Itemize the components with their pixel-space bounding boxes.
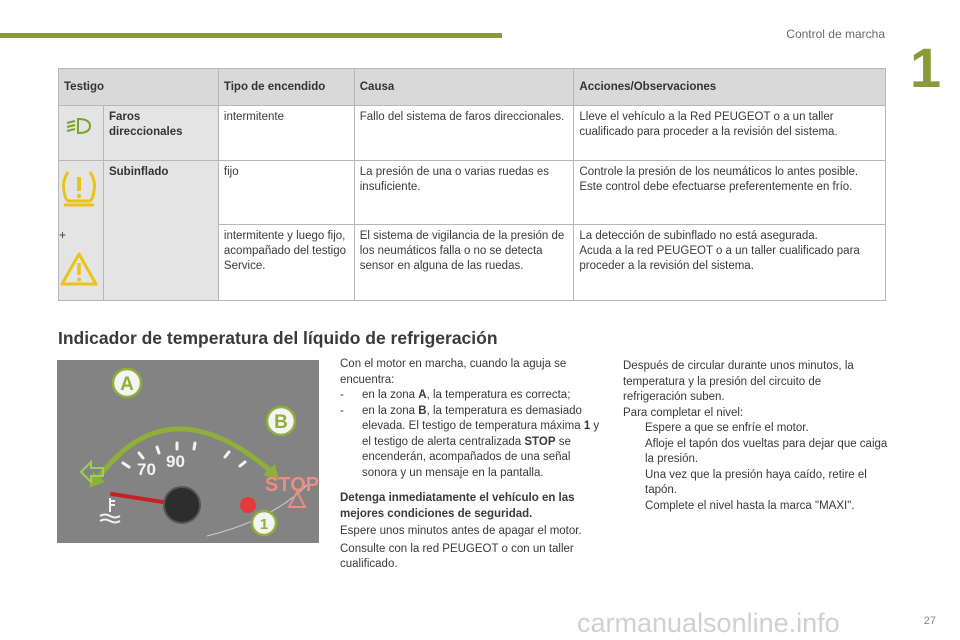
tyre-icons-cell [59, 161, 104, 301]
warning-lights-table [58, 68, 886, 301]
chapter-number: 1 [910, 36, 942, 99]
col-header-causa: Causa [354, 69, 574, 106]
text-column-left [340, 357, 602, 573]
col-header-testigo: Testigo [59, 69, 219, 106]
zone-letter: B [418, 404, 427, 417]
action-line: Acuda a la red PEUGEOT o a un taller cualificado para proceder a la revisión del sistema. [579, 245, 860, 272]
item-text: , la temperatura es correcta; [426, 389, 571, 401]
headlamp-icon-cell [59, 106, 104, 161]
steps-list [623, 421, 888, 514]
light-name: Subinflado [103, 161, 218, 301]
step-text: Una vez que la presión haya caído, retire el tapón. [645, 468, 867, 496]
bold-warning-paragraph: Detenga inmediatamente el vehículo en las mejores condiciones de seguridad. [340, 492, 575, 520]
cell-action [574, 225, 886, 301]
cell-cause: Fallo del sistema de faros direccionales. [354, 106, 574, 161]
body-paragraph: Espere unos minutos antes de apagar el motor. [340, 525, 582, 537]
cell-cause: El sistema de vigilancia de la presión de los neumáticos falla o no se detecta sensor en alguna de las ruedas. [354, 225, 574, 301]
plus-sign: + [59, 228, 67, 242]
table-header-row [59, 69, 886, 106]
cell-type: intermitente y luego fijo, acompañado del testigo Service. [218, 225, 354, 301]
list-item [623, 437, 888, 468]
header-accent-bar [0, 33, 502, 38]
item-text: se encenderán, acompañados de una señal sonora y un mensaje en la pantalla. [362, 435, 571, 479]
gauge-label-90: 90 [166, 452, 185, 471]
list-item [340, 404, 602, 482]
list-item [623, 468, 888, 499]
zone-letter: A [418, 389, 427, 401]
max-temperature-warning-light [240, 497, 256, 513]
stop-word: STOP [524, 435, 556, 448]
item-text: en la zona [362, 389, 419, 401]
zone-a-label: A [120, 374, 134, 395]
intro-paragraph: Después de circular durante unos minutos, la temperatura y la presión del circuito de refrigeración suben. [623, 360, 854, 403]
action-line: La detección de subinflado no está asegurada. [579, 230, 818, 242]
section-heading: Indicador de temperatura del líquido de refrigeración [58, 328, 498, 348]
gauge-label-70: 70 [137, 460, 156, 479]
body-paragraph: Consulte con la red PEUGEOT o con un taller cualificado. [340, 542, 574, 570]
cell-cause: La presión de una o varias ruedas es insuficiente. [354, 161, 574, 225]
gauge-hub [164, 487, 200, 523]
dash-marker: - [340, 389, 344, 401]
zone-b-label: B [274, 412, 288, 433]
item-text: en la zona [362, 404, 419, 417]
cell-action: Lleve el vehículo a la Red PEUGEOT o a un taller cualificado para proceder a la revisión del sistema. [574, 106, 886, 161]
item-text: , la temperatura es demasiado elevada. El testigo de temperatura máxima [362, 404, 584, 432]
cell-type: intermitente [218, 106, 354, 161]
section-title: Control de marcha [786, 27, 885, 41]
action-line: Controle la presión de los neumáticos lo antes posible. [579, 166, 859, 178]
list-item [623, 499, 888, 515]
step-text: Complete el nivel hasta la marca "MAXI". [645, 499, 855, 512]
col-header-tipo: Tipo de encendido [218, 69, 354, 106]
step-text: Espere a que se enfríe el motor. [645, 422, 809, 434]
directional-headlamp-icon [64, 116, 96, 136]
light-name: Faros direccionales [103, 106, 218, 161]
lead-paragraph: Para completar el nivel: [623, 406, 744, 419]
warning-number: 1 [583, 420, 591, 432]
list-item [623, 421, 888, 437]
col-header-acciones: Acciones/Observaciones [574, 69, 886, 106]
tyre-underinflation-icon [59, 169, 99, 211]
temperature-gauge-illustration [57, 360, 319, 543]
watermark: carmanualsonline.info [577, 608, 840, 638]
intro-paragraph: Con el motor en marcha, cuando la aguja se encuentra: [340, 358, 567, 386]
dash-marker: - [340, 404, 344, 417]
text-column-right [623, 359, 888, 514]
step-text: Afloje el tapón dos vueltas para dejar que caiga la presión. [645, 437, 888, 465]
cell-type: fijo [218, 161, 354, 225]
item-text: y el testigo de alerta centralizada [362, 420, 600, 448]
gauge-stop-text: STOP [265, 474, 319, 496]
list-item [340, 388, 602, 404]
service-warning-icon [59, 251, 99, 287]
cell-action [574, 161, 886, 225]
action-line: Este control debe efectuarse preferentemente en frío. [579, 181, 853, 193]
warning-1-label: 1 [259, 516, 269, 533]
table-row [59, 161, 886, 225]
page-number: 27 [923, 615, 936, 627]
table-row [59, 106, 886, 161]
